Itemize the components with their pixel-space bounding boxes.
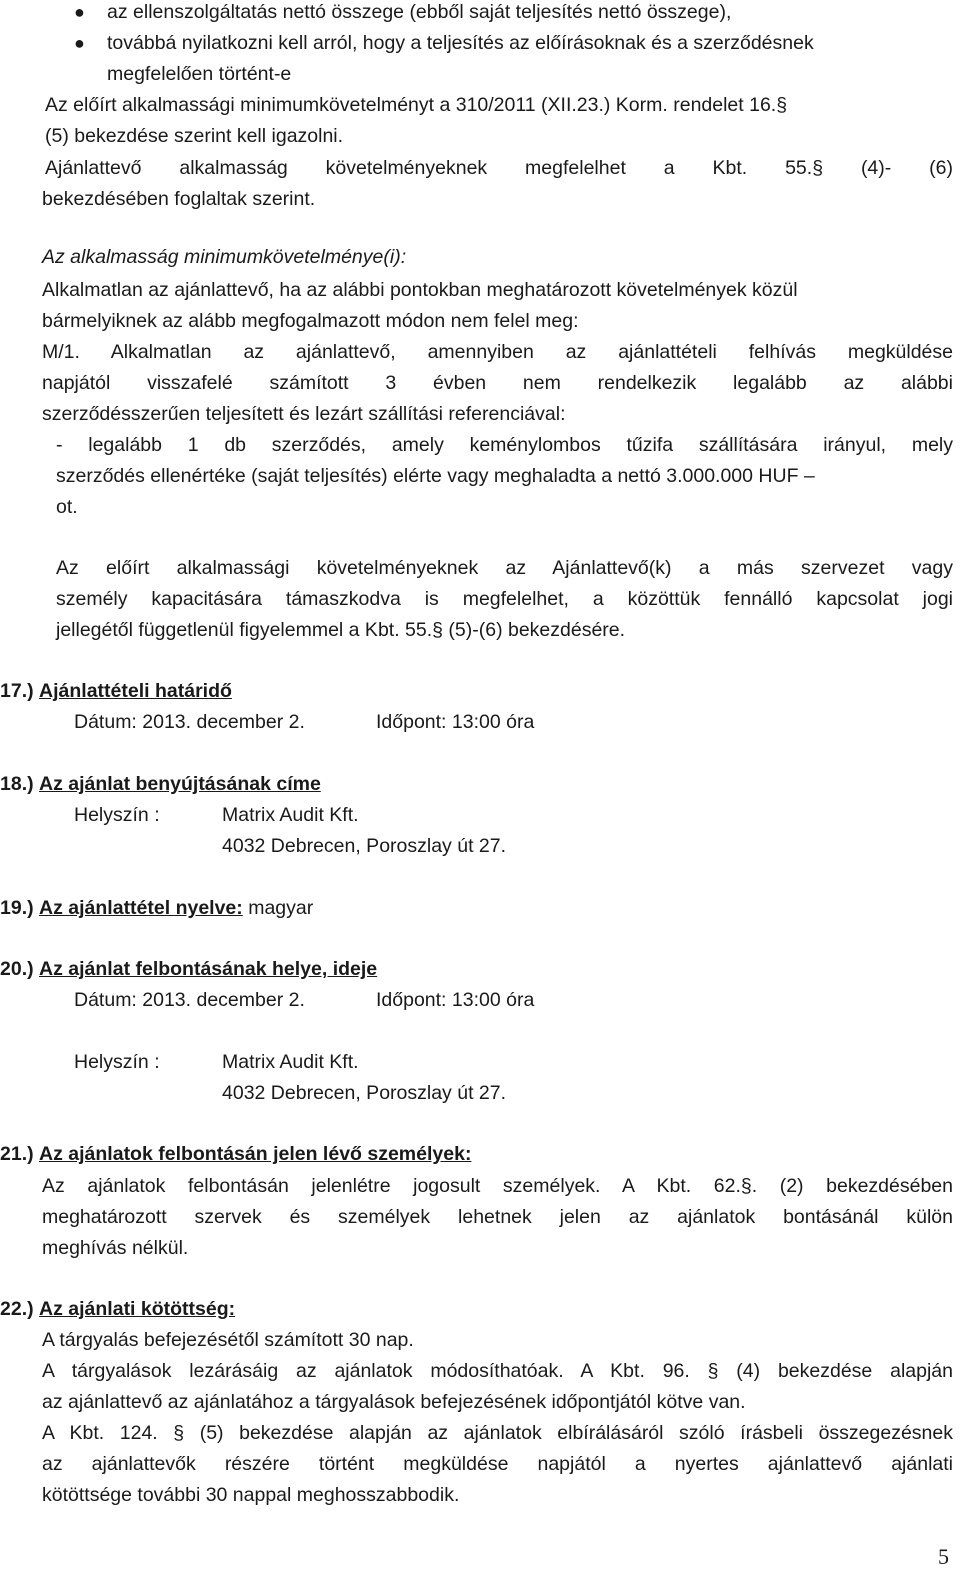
bullet-dot-2: ●	[74, 33, 85, 53]
dash-item-line: szerződés ellenértéke (saját teljesítés) elérte vagy meghaladta a nettó 3.000.000 HUF –	[56, 465, 815, 487]
bullet-item: továbbá nyilatkozni kell arról, hogy a teljesítés az előírásoknak és a szerződésnek	[107, 32, 814, 54]
body-line: bármelyiknek az alább megfogalmazott módon nem felel meg:	[42, 310, 579, 332]
section-20-heading	[0, 957, 377, 981]
m1-line: M/1. Alkalmatlan az ajánlattevő, amennyiben az ajánlattételi felhívás megküldése	[42, 341, 953, 363]
section-title: Az ajánlat benyújtásának címe	[39, 773, 321, 795]
m1-line: szerződésszerűen teljesített és lezárt szállítási referenciával:	[42, 403, 566, 425]
location-name: Matrix Audit Kft.	[222, 804, 359, 826]
opening-time: Időpont: 13:00 óra	[376, 989, 535, 1011]
section-18-heading	[0, 772, 321, 796]
korm-rendelet-line: (5) bekezdése szerint kell igazolni.	[45, 125, 344, 147]
section-number: 21.)	[0, 1143, 34, 1165]
dash-item-line: ot.	[56, 496, 78, 518]
section-17-heading	[0, 679, 232, 703]
kapacitas-line: személy kapacitására támaszkodva is megfelelhet, a közöttük fennálló kapcsolat jogi	[56, 588, 953, 610]
location-label: Helyszín :	[74, 1051, 160, 1073]
body-line: Az ajánlatok felbontásán jelenlétre jogosult személyek. A Kbt. 62.§. (2) bekezdésében	[42, 1175, 953, 1197]
section-title: Ajánlattételi határidő	[39, 680, 232, 702]
body-line: A tárgyalások lezárásáig az ajánlatok módosíthatóak. A Kbt. 96. § (4) bekezdése alapján	[42, 1360, 953, 1382]
location-address: 4032 Debrecen, Poroszlay út 27.	[222, 1082, 507, 1104]
body-line: meghívás nélkül.	[42, 1237, 189, 1259]
kapacitas-line: Az előírt alkalmassági követelményeknek az Ajánlattevő(k) a más szervezet vagy	[56, 557, 953, 579]
page-number: 5	[938, 1544, 949, 1569]
deadline-time: Időpont: 13:00 óra	[376, 711, 535, 733]
min-requirement-heading: Az alkalmasság minimumkövetelménye(i):	[42, 246, 407, 268]
body-line: Alkalmatlan az ajánlattevő, ha az alábbi pontokban meghatározott követelmények közül	[42, 279, 798, 301]
korm-rendelet-line: Az előírt alkalmassági minimumkövetelményt a 310/2011 (XII.23.) Korm. rendelet 16.§	[45, 94, 788, 116]
section-title: Az ajánlat felbontásának helye, ideje	[39, 958, 378, 980]
section-19-heading	[0, 896, 313, 920]
deadline-date: Dátum: 2013. december 2.	[74, 711, 305, 733]
ajanlattevo-line: bekezdésében foglaltak szerint.	[42, 188, 316, 210]
bullet-continuation: megfelelően történt-e	[107, 63, 292, 85]
section-number: 19.)	[0, 897, 34, 919]
body-line: meghatározott szervek és személyek lehetnek jelen az ajánlatok bontásánál külön	[42, 1206, 953, 1228]
section-number: 22.)	[0, 1298, 34, 1320]
section-title: Az ajánlattétel nyelve:	[39, 897, 243, 919]
section-number: 18.)	[0, 773, 34, 795]
body-line: az ajánlattevő az ajánlatához a tárgyalások befejezésének időpontjától kötve van.	[42, 1391, 746, 1413]
opening-date: Dátum: 2013. december 2.	[74, 989, 305, 1011]
ajanlattevo-line: Ajánlattevő alkalmasság követelményeknek megfelelhet a Kbt. 55.§ (4)- (6)	[45, 157, 953, 179]
dash-item-line: - legalább 1 db szerződés, amely keménylombos tűzifa szállítására irányul, mely	[56, 434, 953, 456]
body-line: kötöttsége további 30 nappal meghosszabbodik.	[42, 1484, 460, 1506]
body-line: az ajánlattevők részére történt megküldése napjától a nyertes ajánlattevő ajánlati	[42, 1453, 953, 1475]
section-number: 17.)	[0, 680, 34, 702]
language-value: magyar	[248, 897, 314, 919]
section-21-heading	[0, 1142, 471, 1166]
location-label: Helyszín :	[74, 804, 160, 826]
bullet-dot-1: ●	[74, 2, 85, 22]
location-name: Matrix Audit Kft.	[222, 1051, 359, 1073]
section-title: Az ajánlati kötöttség:	[39, 1298, 236, 1320]
body-line: A tárgyalás befejezésétől számított 30 nap.	[42, 1329, 414, 1351]
section-title: Az ajánlatok felbontásán jelen lévő személyek:	[39, 1143, 472, 1165]
section-22-heading	[0, 1297, 235, 1321]
kapacitas-line: jellegétől függetlenül figyelemmel a Kbt. 55.§ (5)-(6) bekezdésére.	[56, 619, 626, 641]
location-address: 4032 Debrecen, Poroszlay út 27.	[222, 835, 507, 857]
body-line: A Kbt. 124. § (5) bekezdése alapján az ajánlatok elbírálásáról szóló írásbeli összegezésnek	[42, 1422, 953, 1444]
bullet-item: az ellenszolgáltatás nettó összege (ebből saját teljesítés nettó összege),	[107, 1, 732, 23]
m1-line: napjától visszafelé számított 3 évben nem rendelkezik legalább az alábbi	[42, 372, 953, 394]
section-number: 20.)	[0, 958, 34, 980]
